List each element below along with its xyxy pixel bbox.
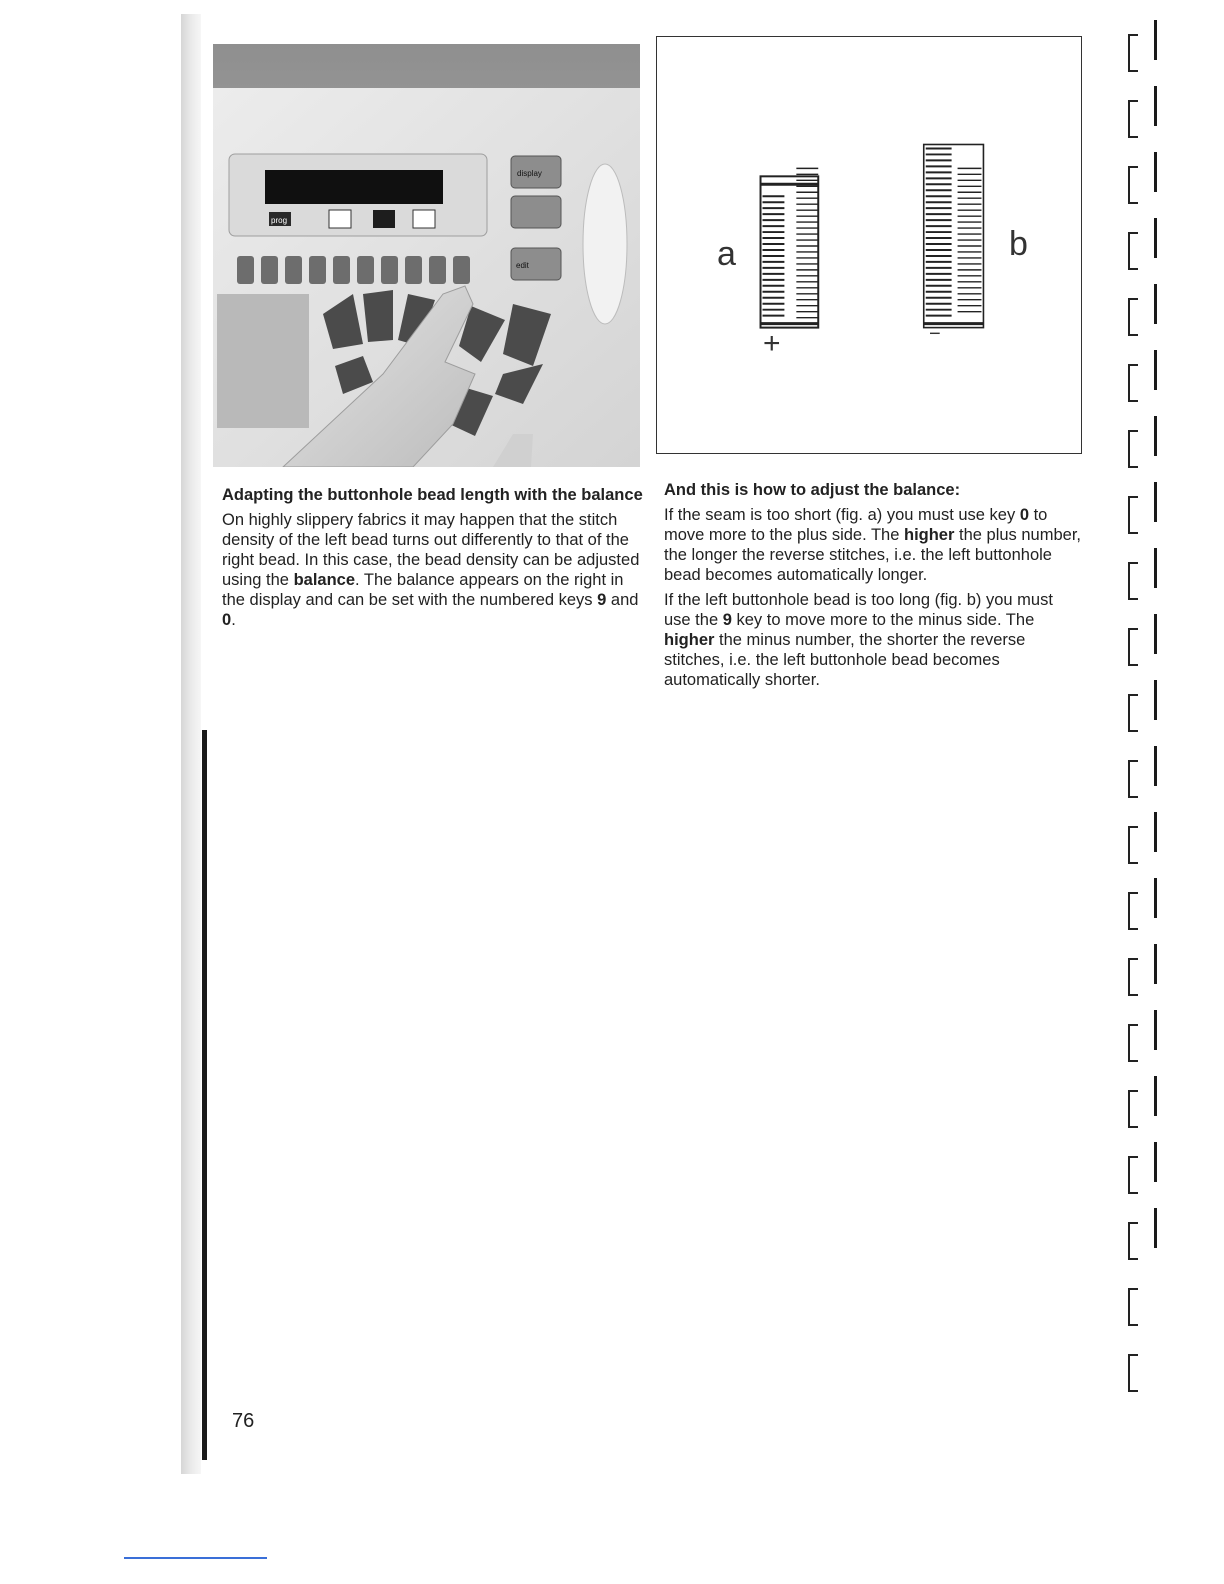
index-tab-bracket bbox=[1128, 232, 1138, 270]
index-tab-bar bbox=[1154, 1142, 1157, 1182]
index-tab-bar bbox=[1154, 350, 1157, 390]
bold-term: higher bbox=[903, 526, 955, 544]
index-tab-bar bbox=[1154, 746, 1157, 786]
bold-term: 9 bbox=[722, 611, 732, 629]
index-tab-bracket bbox=[1128, 628, 1138, 666]
left-column bbox=[222, 484, 646, 635]
index-tab-bar bbox=[1154, 944, 1157, 984]
bold-term: 0 bbox=[1019, 506, 1030, 524]
index-tab-bar bbox=[1154, 878, 1157, 918]
right-paragraph-1: If the seam is too short (fig. a) you must use key 0 to move more to the plus side. The higher the plus number, the longer the reverse stitches, i.e. the left buttonhole bead becomes automatically longer. bbox=[664, 506, 1081, 584]
index-tab-bracket bbox=[1128, 166, 1138, 204]
index-tab-bracket bbox=[1128, 298, 1138, 336]
left-paragraph: On highly slippery fabrics it may happen that the stitch density of the left bead turns out differently to that of the right bead. In this case, the bead density can be adjusted using the balance. The balance appears on the right in the display and can be set with the numbered keys 9 and 0. bbox=[222, 511, 640, 629]
bead-b bbox=[924, 144, 984, 327]
bead-a bbox=[761, 168, 819, 327]
control-panel-illustration bbox=[213, 44, 640, 467]
index-tab-bracket bbox=[1128, 1354, 1138, 1392]
index-tab-bar bbox=[1154, 812, 1157, 852]
bottom-rule bbox=[124, 1557, 267, 1559]
index-tab-bar bbox=[1154, 1010, 1157, 1050]
index-tab-bar bbox=[1154, 218, 1157, 258]
index-tabs bbox=[1116, 0, 1176, 1420]
index-tab-bar bbox=[1154, 284, 1157, 324]
bold-term: 0 bbox=[222, 611, 232, 629]
prog-key-label: prog bbox=[271, 216, 288, 225]
index-tab-bracket bbox=[1128, 826, 1138, 864]
control-panel-photo bbox=[213, 44, 640, 467]
index-tab-bracket bbox=[1128, 760, 1138, 798]
index-tab-bracket bbox=[1128, 892, 1138, 930]
figure-label-a: a bbox=[717, 235, 736, 273]
index-tab-bracket bbox=[1128, 562, 1138, 600]
index-tab-bracket bbox=[1128, 1156, 1138, 1194]
index-tab-bar bbox=[1154, 20, 1157, 60]
index-tab-bracket bbox=[1128, 496, 1138, 534]
index-tab-bracket bbox=[1128, 430, 1138, 468]
index-tab-bar bbox=[1154, 86, 1157, 126]
bold-term: higher bbox=[664, 631, 715, 649]
index-tab-bracket bbox=[1128, 364, 1138, 402]
display-key-label: display bbox=[517, 169, 542, 178]
index-tab-bar bbox=[1154, 1076, 1157, 1116]
right-paragraph-2: If the left buttonhole bead is too long (fig. b) you must use the 9 key to move more to the minus side. The higher the minus number, the shorter the reverse stitches, i.e. the left buttonhole bead becomes automatically shorter. bbox=[664, 591, 1053, 689]
section-heading-left: Adapting the buttonhole bead length with the balance bbox=[222, 486, 643, 504]
bold-term: balance bbox=[293, 571, 356, 589]
binding-edge bbox=[181, 14, 201, 1474]
section-heading-right: And this is how to adjust the balance: bbox=[664, 481, 961, 499]
index-tab-bar bbox=[1154, 416, 1157, 456]
index-tab-bracket bbox=[1128, 1222, 1138, 1260]
buttonhole-figure bbox=[656, 36, 1082, 454]
index-tab-bar bbox=[1154, 680, 1157, 720]
minus-sign: − bbox=[929, 323, 941, 345]
page-number: 76 bbox=[232, 1410, 255, 1432]
index-tab-bar bbox=[1154, 548, 1157, 588]
index-tab-bracket bbox=[1128, 694, 1138, 732]
figure-label-b: b bbox=[1009, 225, 1028, 263]
index-tab-bracket bbox=[1128, 958, 1138, 996]
index-tab-bar bbox=[1154, 152, 1157, 192]
edit-key-label: edit bbox=[516, 261, 529, 270]
index-tab-bracket bbox=[1128, 1090, 1138, 1128]
index-tab-bracket bbox=[1128, 1288, 1138, 1326]
index-tab-bar bbox=[1154, 1208, 1157, 1248]
binding-line bbox=[202, 730, 207, 1460]
index-tab-bar bbox=[1154, 614, 1157, 654]
bold-term: 9 bbox=[597, 591, 607, 609]
index-tab-bracket bbox=[1128, 1024, 1138, 1062]
right-column bbox=[664, 479, 1084, 695]
plus-sign: + bbox=[763, 327, 781, 360]
index-tab-bracket bbox=[1128, 100, 1138, 138]
index-tab-bar bbox=[1154, 482, 1157, 522]
index-tab-bracket bbox=[1128, 34, 1138, 72]
